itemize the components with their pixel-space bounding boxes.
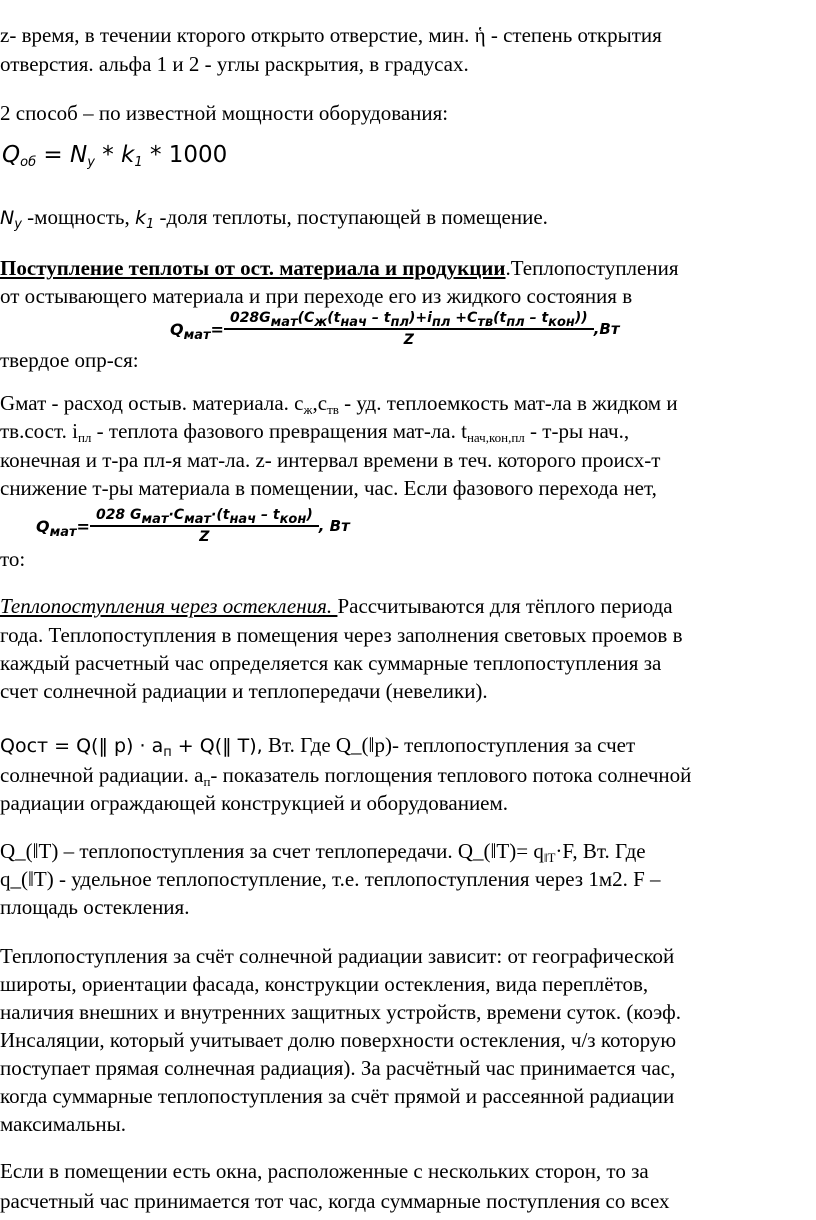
- text-line: каждый расчетный час определяется как суммарные теплопоступления за: [0, 651, 662, 675]
- text-line: Инсаляции, который учитывает долю поверхности остекления, ч/з которую: [0, 1028, 677, 1052]
- text-line: тв.сост. $i_{пл}$ - теплота фазового превращения мат-ла. $t_{нач,кон,пл} - т-ры$ нач.,: [0, 419, 630, 445]
- text-line: z- время, в течении кторого открыто отверстие, мин. ἡ - степень открытия: [0, 23, 662, 47]
- text-line: когда суммарные теплопоступления за счёт прямой и рассеянной радиации: [0, 1084, 675, 1108]
- text-line: максимальны.: [0, 1112, 127, 1136]
- formula-no-phase: $Q_{мат}=$ $\frac{028 G_{мат}\cdot C_{мат}\cdot(t_{нач} - t_{кон})}{Z}$ , Вт: [36, 507, 350, 545]
- formula-glazing: Qост = Q(‖ $р) \cdot а_п$ + Q(‖ Т),: [0, 735, 263, 760]
- text-line: Gмат - расход остыв. материала. $с_ж,с_{тв}$ - уд. теплоемкость мат-ла в жидком и: [0, 391, 678, 417]
- section-heading: Теплопоступления через остекления.: [0, 594, 338, 618]
- formula-cooling-material: $Q_{мат}=$ $\frac{028G_{мат}(C_ж(t_{нач} - t_{пл})+i_{пл} +C_{тв}(t_{пл} - t_{кон}))}{Z}$ ,Вт: [170, 310, 620, 348]
- text-line: Если в помещении есть окна, расположенные с нескольких сторон, то за: [0, 1159, 649, 1183]
- text-line: Qост = Q(‖ $р) \cdot а_п$ + Q(‖ Т), Вт. Где Q_(‖р)- теплопоступления за счет: [0, 733, 636, 760]
- text-line: радиации ограждающей конструкцией и оборудованием.: [0, 791, 509, 815]
- text-line: наличия внешних и внутренних защитных устройств, времени суток. (коэф.: [0, 1000, 681, 1024]
- text-line: то:: [0, 547, 26, 571]
- text-line: твердое опр-ся:: [0, 348, 139, 372]
- text-line: конечная и т-ра пл-я мат-ла. z- интервал времени в теч. которого происх-т: [0, 448, 661, 472]
- text-line: Поступление теплоты от ост. материала и продукции.Теплопоступления: [0, 256, 679, 280]
- text-line: Q_(‖T) – теплопоступления за счет теплопередачи. Q_(‖T)= $q_{‖T}\cdot F$, Вт. Где: [0, 839, 646, 865]
- text-line: расчетный час принимается тот час, когда суммарные поступления со всех: [0, 1189, 670, 1213]
- formula-power: $Q_{об} = N_у * k_1 * 1000$: [2, 142, 228, 170]
- text-line: счет солнечной радиации и теплопередачи (невелики).: [0, 679, 488, 703]
- text-line: солнечной радиации. $а_п-$ показатель поглощения теплового потока солнечной: [0, 763, 692, 789]
- text-line: года. Теплопоступления в помещения через заполнения световых проемов в: [0, 623, 683, 647]
- text-line: 2 способ – по известной мощности оборудования:: [0, 101, 449, 125]
- text-line: поступает прямая солнечная радиация). За расчётный час принимается час,: [0, 1056, 676, 1080]
- formula-ny: $N_y$: [0, 207, 22, 232]
- text-line: отверстия. альфа 1 и 2 - углы раскрытия, в градусах.: [0, 52, 469, 76]
- text-line: широты, ориентации фасада, конструкции остекления, вида переплётов,: [0, 972, 649, 996]
- text-line: снижение т-ры материала в помещении, час. Если фазового перехода нет,: [0, 476, 657, 500]
- text-line: Теплопоступления за счёт солнечной радиации зависит: от географической: [0, 944, 675, 968]
- text-line: от остывающего материала и при переходе его из жидкого состояния в: [0, 284, 633, 308]
- text-line: Теплопоступления через остекления. Рассчитываются для тёплого периода: [0, 594, 673, 618]
- section-heading: Поступление теплоты от ост. материала и продукции: [0, 256, 506, 280]
- text-line: площадь остекления.: [0, 895, 190, 919]
- text-line: q_(‖T) - удельное теплопоступление, т.е. теплопоступления через 1м2. F –: [0, 867, 661, 891]
- text-line: $N_y$ -мощность, $k_1$ -доля теплоты, поступающей в помещение.: [0, 205, 548, 232]
- formula-k1: $k_1$: [134, 207, 155, 232]
